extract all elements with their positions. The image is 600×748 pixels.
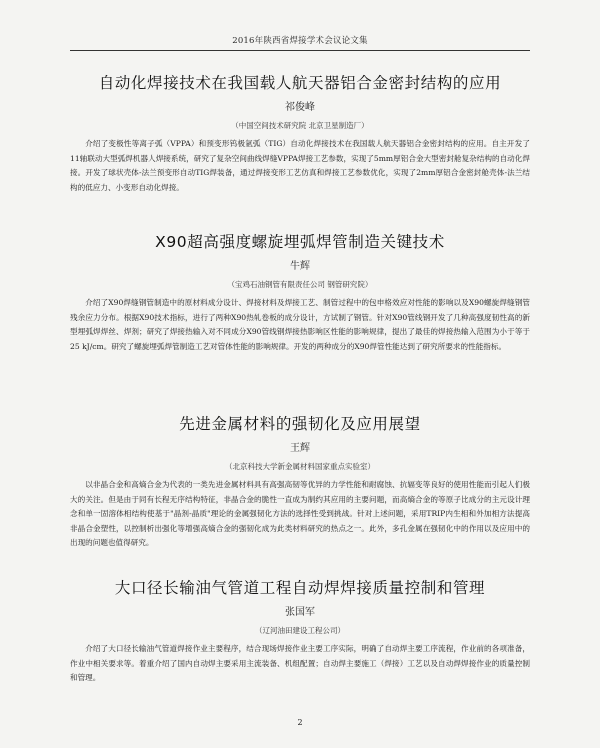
article-1 — [70, 73, 530, 195]
article-abstract: 介绍了大口径长输油气管道焊接作业主要程序，结合现场焊接作业主要工序实际，明确了自动焊主要工序流程，作业前的各项准备，作业中相关要求等。着重介绍了国内自动焊主要采用主流装备、机组配置；自动焊主要施工（焊接）工艺以及自动焊焊接作业的质量控制和管理。 — [70, 644, 530, 682]
article-affiliation: （辽河油田建设工程公司） — [255, 626, 345, 635]
article-author: 牛辉 — [290, 261, 310, 272]
article-title: 大口径长输油气管道工程自动焊焊接质量控制和管理 — [114, 579, 486, 597]
article-affiliation: （宝鸡石油钢管有限责任公司 钢管研究院） — [227, 280, 373, 289]
article-title: 先进金属材料的强韧化及应用展望 — [179, 415, 421, 433]
article-author: 王辉 — [290, 443, 310, 454]
article-author: 张国军 — [285, 607, 315, 618]
article-abstract: 介绍了变极性等离子弧（VPPA）和预变形钨极氩弧（TIG）自动化焊接技术在我国载人航天器铝合金密封结构的应用。自主开发了11轴联动大型弧焊机器人焊接系统，研究了复杂空间曲线焊缝VPPA焊接工艺参数，实现了5mm厚铝合金大型密封舱复杂结构的自动化焊接。开发了球状壳体-法兰预变形自动TIG焊装备，通过焊接变形工艺仿真和焊接工艺参数优化，实现了2mm厚铝合金密封舱壳体-法兰结构的低应力、小变形自动化焊接。 — [70, 139, 530, 192]
article-2 — [70, 232, 530, 354]
article-affiliation: （中国空间技术研究院 北京卫星制造厂） — [231, 121, 369, 130]
page-number: 2 — [297, 718, 303, 727]
article-3 — [70, 414, 530, 551]
article-abstract: 介绍了X90焊缝钢管制造中的原材料成分设计、焊接材料及焊接工艺、制管过程中的包申格效应对性能的影响以及X90螺旋焊缝钢管残余应力分布。根据X90技术指标，进行了两种X90热轧卷板的成分设计，方试制了钢管。针对X90管线钢开发了几种高强度韧性高的新型埋弧焊焊丝、焊剂；研究了焊接热输入对不同成分X90管线钢焊接热影响区性能的影响规律，提出了最佳的焊接热输入范围为小于等于25 kJ/cm。研究了螺旋埋弧焊管制造工艺对管体性能的影响规律。开发的两种成分的X90焊管性能达到了研究所要求的性能指标。 — [70, 298, 530, 351]
article-author: 祁俊峰 — [285, 102, 315, 113]
running-header: 2016年陕西省焊接学术会议论文集 — [232, 36, 368, 46]
article-title: X90超高强度螺旋埋弧焊管制造关键技术 — [155, 233, 445, 251]
header-rule — [70, 50, 530, 51]
article-title: 自动化焊接技术在我国载人航天器铝合金密封结构的应用 — [98, 74, 502, 92]
article-abstract: 以非晶合金和高熵合金为代表的一类先进金属材料具有高强高韧等优异的力学性能和耐腐蚀、抗辐变等良好的使用性能而引起人们极大的关注。但是由于同有长程无序结构特征，非晶合金的脆性一直成为制约其应用的主要问题，而高熵合金的等原子比成分的主元设计理念和单一固溶体相结构使基于"晶剂-晶质"理论的金属强韧化方法的选择性受到挑战。针对上述问题，采用TRIP内生相和外加相方法提高非晶合金塑性，以控制析出强化等增强高熵合金的强韧化成为此类材料研究的热点之一。此外，多孔金属在强韧化中的作用以及应用中的出现的问题也值得研究。 — [70, 480, 530, 547]
article-affiliation: （北京科技大学新金属材料国家重点实验室） — [225, 462, 375, 471]
article-4 — [70, 578, 530, 686]
